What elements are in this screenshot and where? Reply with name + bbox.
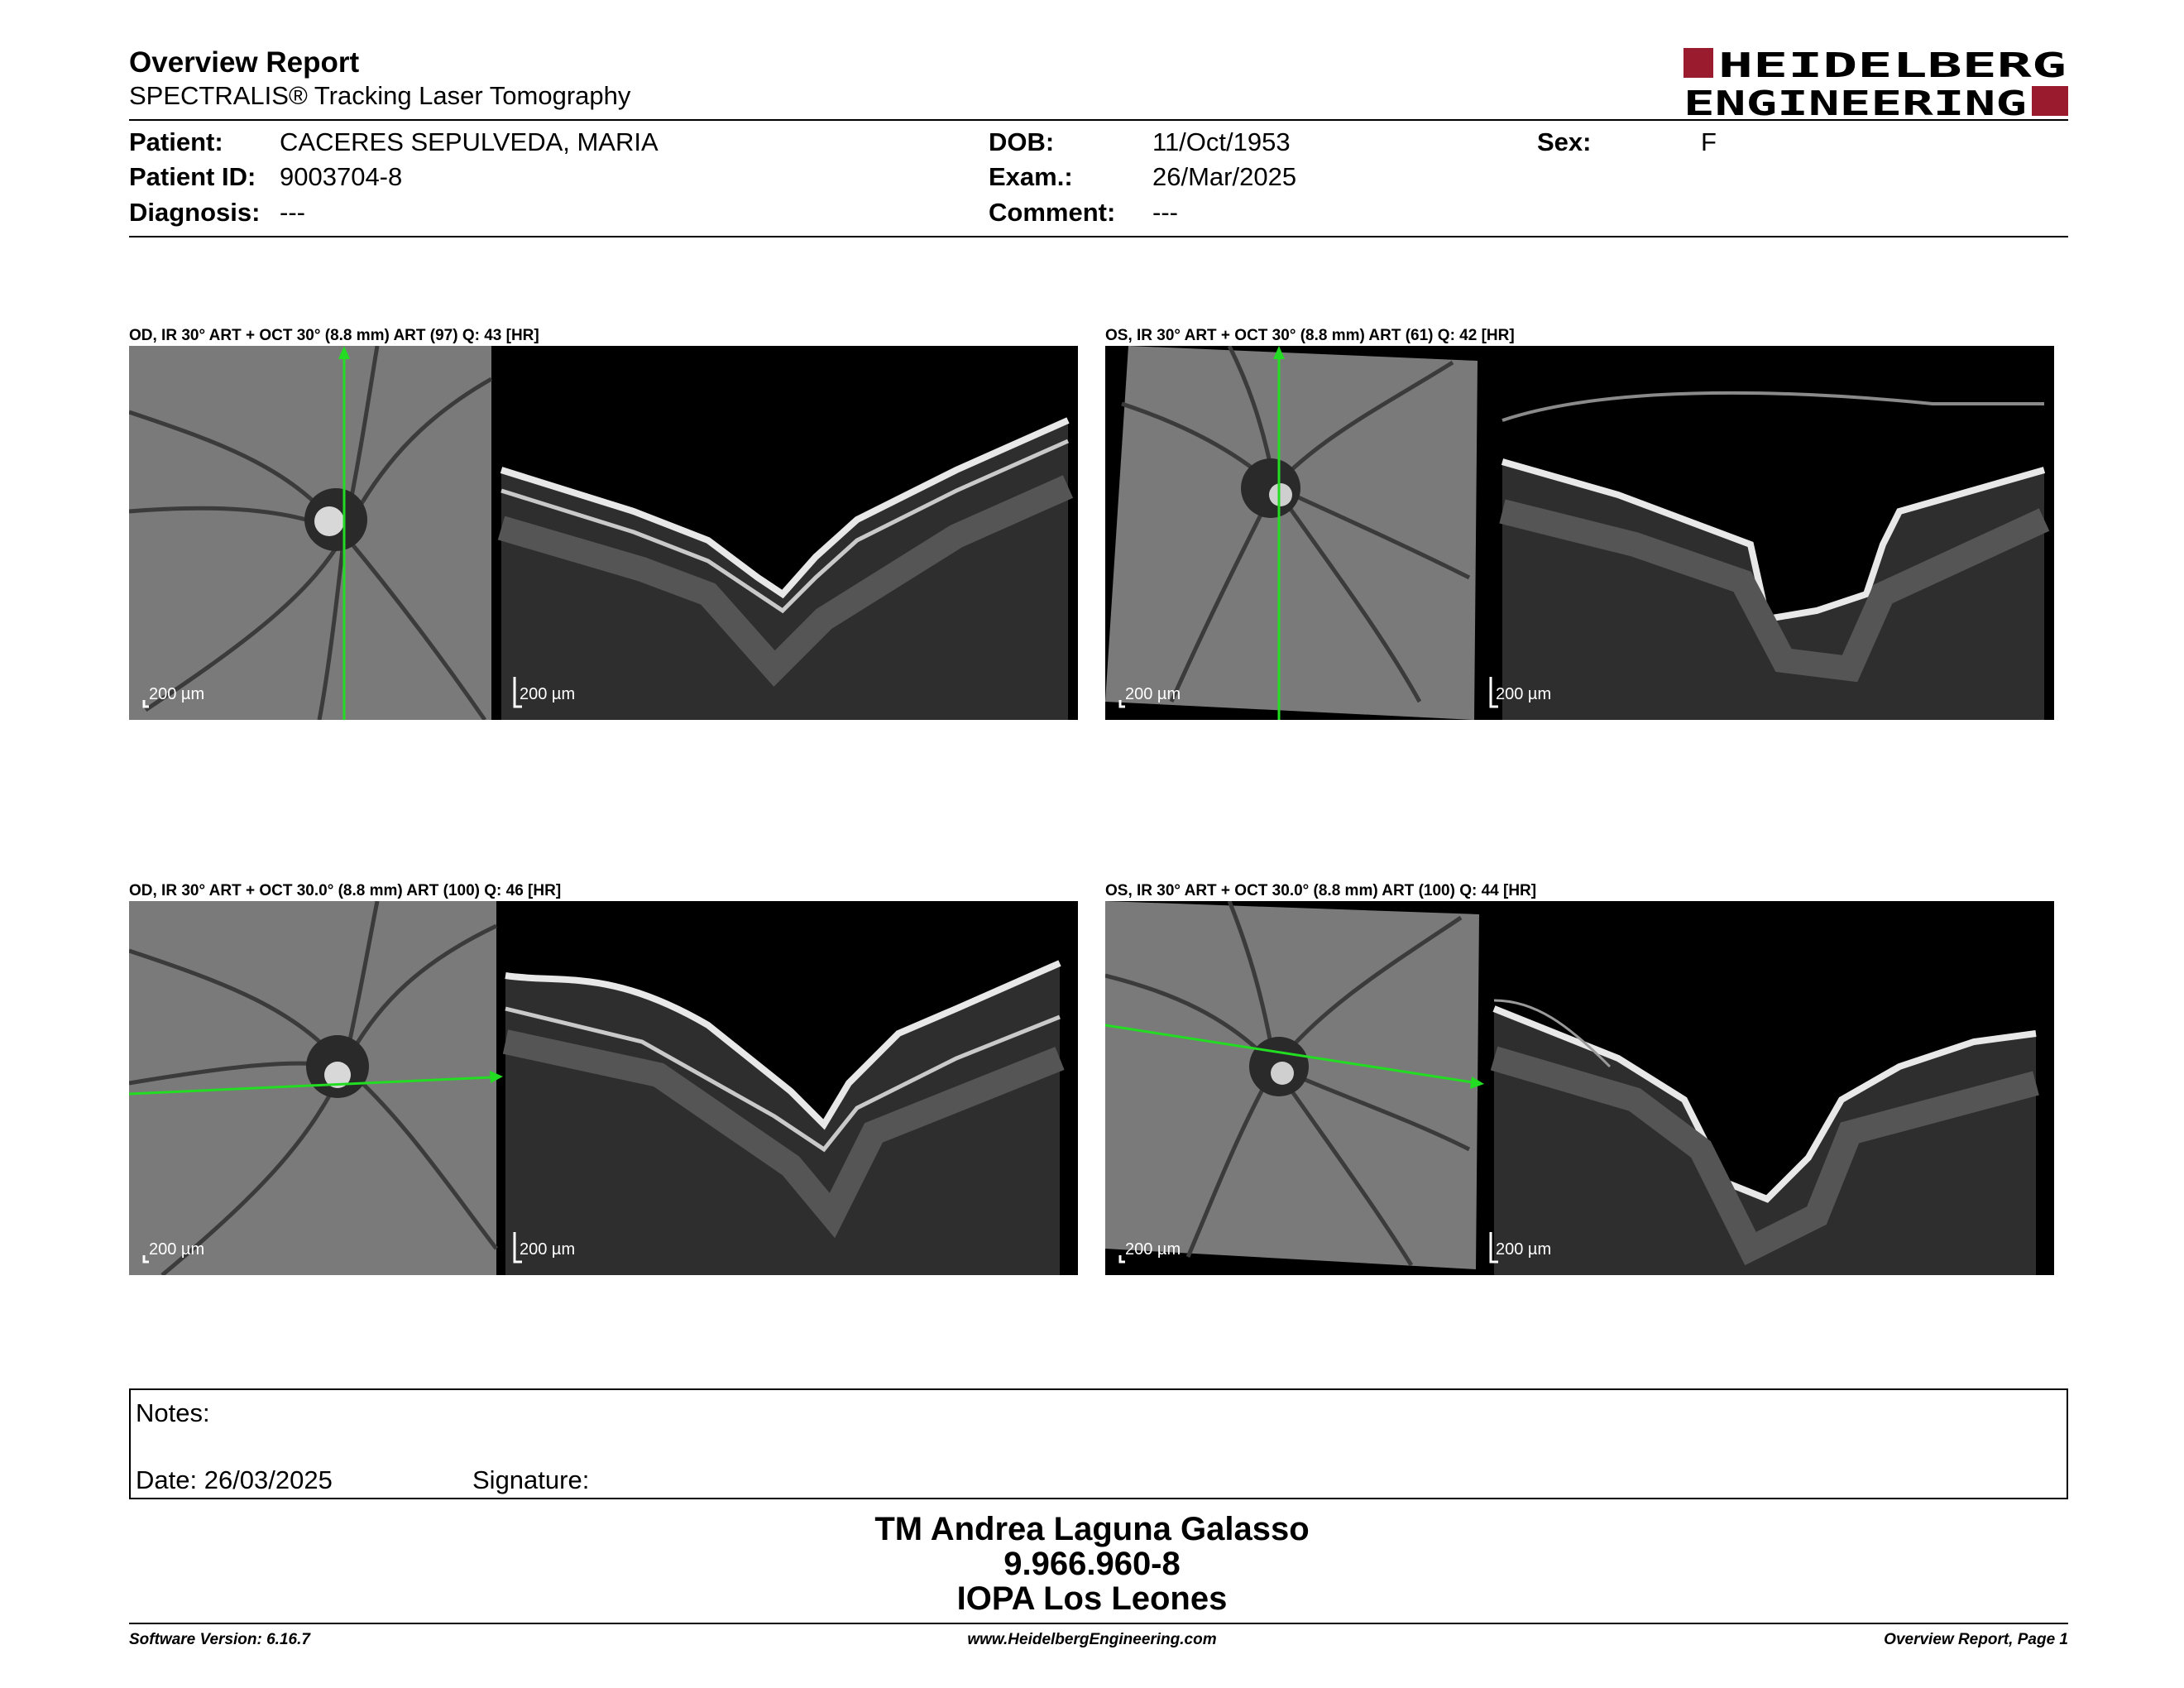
fundus-scale-label: 200 µm bbox=[149, 685, 205, 703]
scan-panel-os-horizontal bbox=[1105, 901, 2054, 1275]
sex-label: Sex: bbox=[1537, 127, 1592, 156]
patient-divider bbox=[129, 236, 2068, 237]
oct-scale-label: 200 µm bbox=[520, 685, 576, 703]
signature-label: Signature: bbox=[472, 1465, 590, 1494]
software-version: Software Version: 6.16.7 bbox=[129, 1631, 310, 1648]
fundus-image bbox=[1105, 346, 1478, 720]
page-info: Overview Report, Page 1 bbox=[1884, 1631, 2068, 1648]
report-title: Overview Report bbox=[129, 46, 360, 79]
dob-label: DOB: bbox=[989, 127, 1055, 156]
comment-label: Comment: bbox=[989, 198, 1116, 227]
scan-caption: OS, IR 30° ART + OCT 30° (8.8 mm) ART (61) Q: 42 [HR] bbox=[1105, 327, 1515, 344]
report-subtitle: SPECTRALIS® Tracking Laser Tomography bbox=[129, 81, 631, 110]
notes-label: Notes: bbox=[136, 1398, 210, 1427]
website-link[interactable]: www.HeidelbergEngineering.com bbox=[967, 1631, 1217, 1648]
header-divider bbox=[129, 119, 2068, 121]
exam-label: Exam.: bbox=[989, 162, 1073, 191]
scan-caption: OS, IR 30° ART + OCT 30.0° (8.8 mm) ART (100) Q: 44 [HR] bbox=[1105, 882, 1537, 899]
scan-caption: OD, IR 30° ART + OCT 30.0° (8.8 mm) ART (100) Q: 46 [HR] bbox=[129, 882, 562, 899]
oct-bscan bbox=[501, 420, 1068, 720]
diagnosis-value: --- bbox=[280, 198, 305, 227]
oct-scale-label: 200 µm bbox=[520, 1240, 576, 1259]
institution-name: IOPA Los Leones bbox=[956, 1580, 1228, 1617]
patient-label: Patient: bbox=[129, 127, 223, 156]
patient-id-value: 9003704-8 bbox=[280, 162, 403, 191]
diagnosis-label: Diagnosis: bbox=[129, 198, 261, 227]
fundus-image bbox=[129, 901, 496, 1275]
sex-value: F bbox=[1701, 127, 1717, 156]
footer-divider bbox=[129, 1623, 2068, 1624]
scan-caption: OD, IR 30° ART + OCT 30° (8.8 mm) ART (97) Q: 43 [HR] bbox=[129, 327, 539, 344]
scan-panel-od-horizontal bbox=[129, 901, 1078, 1275]
exam-value: 26/Mar/2025 bbox=[1152, 162, 1297, 191]
technician-name: TM Andrea Laguna Galasso bbox=[874, 1511, 1310, 1547]
dob-value: 11/Oct/1953 bbox=[1152, 127, 1291, 156]
date-text: Date: 26/03/2025 bbox=[136, 1465, 333, 1494]
oct-bscan bbox=[505, 963, 1060, 1275]
notes-box bbox=[129, 1388, 2068, 1499]
fundus-image bbox=[1105, 901, 1479, 1269]
logo-line1: HEIDELBERG bbox=[1718, 46, 2067, 85]
fundus-image bbox=[129, 346, 491, 720]
fundus-scale-label: 200 µm bbox=[1125, 685, 1181, 703]
oct-bscan bbox=[1502, 393, 2044, 720]
comment-value: --- bbox=[1152, 198, 1178, 227]
heidelberg-engineering-logo bbox=[1684, 46, 2068, 118]
oct-scale-label: 200 µm bbox=[1496, 685, 1552, 703]
oct-scale-label: 200 µm bbox=[1496, 1240, 1552, 1259]
logo-line2: ENGINEERING bbox=[1684, 84, 2027, 118]
patient-name: CACERES SEPULVEDA, MARIA bbox=[280, 127, 659, 156]
technician-id: 9.966.960-8 bbox=[1003, 1546, 1181, 1582]
scan-panel-od-vertical bbox=[129, 346, 1078, 720]
fundus-scale-label: 200 µm bbox=[1125, 1240, 1181, 1259]
scan-panel-os-vertical bbox=[1105, 346, 2054, 720]
fundus-scale-label: 200 µm bbox=[149, 1240, 205, 1259]
oct-bscan bbox=[1494, 1000, 2036, 1275]
patient-id-label: Patient ID: bbox=[129, 162, 256, 191]
